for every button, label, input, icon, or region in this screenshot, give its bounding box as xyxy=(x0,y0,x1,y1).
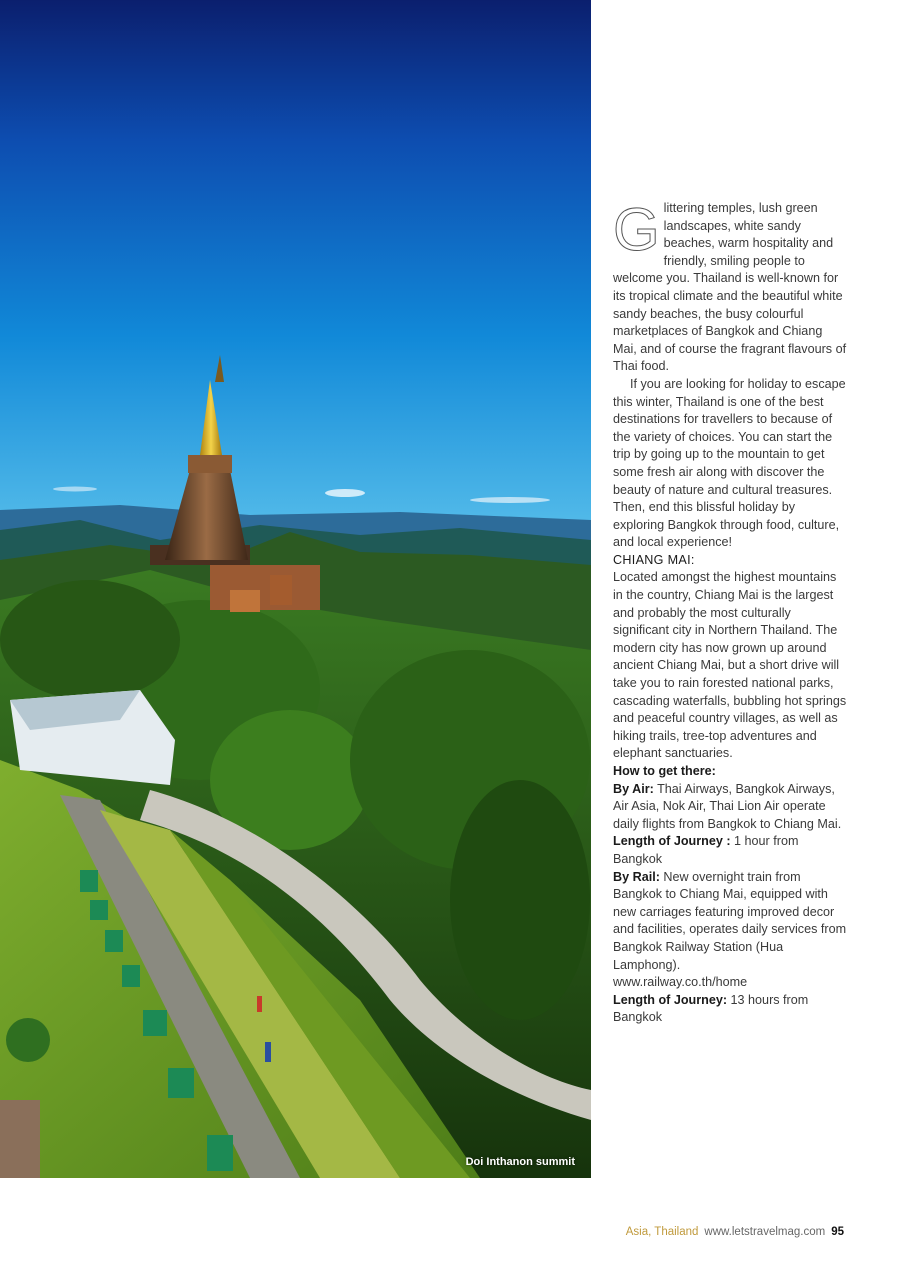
by-air-item xyxy=(613,781,849,834)
journey-length-text: 1 hour from Bangkok xyxy=(613,834,799,866)
by-rail-label: By Rail: xyxy=(613,869,660,884)
section-heading: CHIANG MAI: xyxy=(613,552,695,567)
rail-journey-length xyxy=(613,992,849,1027)
page-footer xyxy=(626,1226,844,1238)
section-body: Located amongst the highest mountains in the country, Chiang Mai is the largest and probably the most culturally significant city in Northern Thailand. The modern city has now grown up around ancient Chiang Mai, but a short drive will take you to rain forested national parks, cascading waterfalls, bubbling hot springs and peaceful country villages, as well as hiking trails, tree-top adventures and elephant sanctuaries. xyxy=(613,570,847,761)
footer-site[interactable]: www.letstravelmag.com xyxy=(704,1226,826,1238)
drop-cap: G xyxy=(613,196,660,263)
journey-length-label: Length of Journey : xyxy=(613,834,731,849)
intro-paragraph xyxy=(613,196,849,376)
intro-text: littering temples, lush green landscapes, white sandy beaches, warm hospitality and friendly, smiling people to welcome you. Thailand is well-known for its tropical climate and the beautiful white sandy beaches, the busy colourful marketplaces of Bangkok and Chiang Mai, and of course the fragrant flavours of Thai food. xyxy=(613,201,847,374)
journey-length-text: 13 hours from Bangkok xyxy=(613,992,809,1025)
air-journey-length xyxy=(613,833,849,868)
footer-region: Asia, Thailand xyxy=(625,1226,699,1238)
by-air-label: By Air: xyxy=(613,781,654,796)
page-number: 95 xyxy=(831,1226,844,1238)
photo-caption: Doi Inthanon summit xyxy=(465,1156,575,1168)
rail-url[interactable]: www.railway.co.th/home xyxy=(613,975,748,990)
how-to-get-there-heading: How to get there: xyxy=(613,764,716,778)
by-rail-text: New overnight train from Bangkok to Chiang Mai, equipped with new carriages featuring improved decor and facilities, operates daily services from Bangkok Railway Station (Hua Lamphong). xyxy=(613,869,847,972)
article-body xyxy=(613,196,849,1027)
by-rail-item xyxy=(613,869,849,975)
by-air-text: Thai Airways, Bangkok Airways, Air Asia, Nok Air, Thai Lion Air operate daily flights from Bangkok to Chiang Mai. xyxy=(613,781,842,831)
second-paragraph: If you are looking for holiday to escape this winter, Thailand is one of the best destinations for travellers to because of the variety of choices. You can start the trip by going up to the mountain to get some fresh air along with discover the beauty of nature and cultural treasures. Then, end this blissful holiday by exploring Bangkok through food, culture, and local experience! xyxy=(613,376,846,550)
journey-length-label: Length of Journey: xyxy=(613,992,728,1007)
